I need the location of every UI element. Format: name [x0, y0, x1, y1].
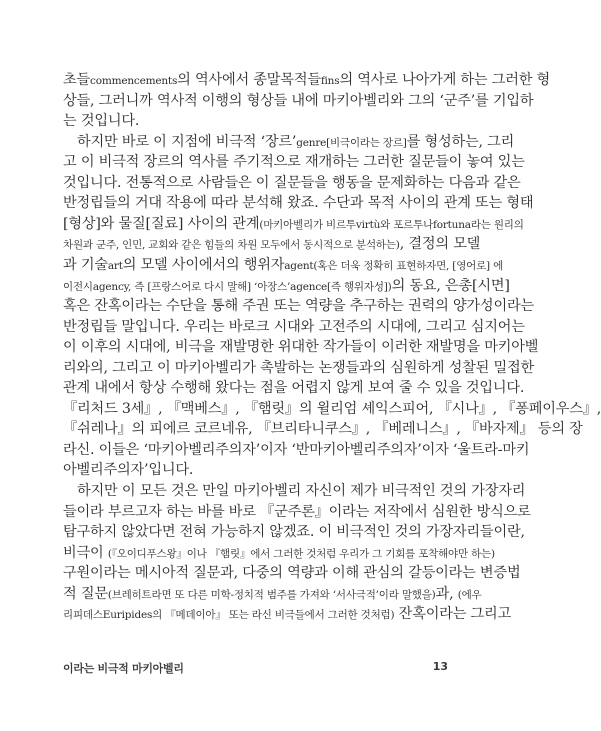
text-line [63, 584, 482, 605]
text-run: 반정립들의 거대 작용에 따라 분석해 왔죠. 수단과 목적 사이의 관계 또는 형태 [63, 195, 534, 212]
page-number: 13 [432, 660, 448, 673]
text-run: 『리처드 3세』, 『맥베스』, 『햄릿』의 윌리엄 셰익스피어, 『시나』, 『퐁페이우스』, [63, 400, 601, 417]
inline-gloss: art [107, 260, 123, 272]
text-line [63, 276, 510, 297]
inline-gloss: (마키아벨리가 비르투virtù와 포르투나fortuna라는 원리의 [259, 218, 524, 231]
text-line [63, 234, 481, 255]
text-run: 잔혹이라는 그리고 [394, 606, 512, 623]
text-run: 과 기술 [63, 257, 108, 273]
text-run: 이 이후의 시대에, 비극을 재발명한 위대한 작가들이 이러한 재발명을 마키아벨 [63, 339, 539, 356]
text-run: 초들 [63, 72, 91, 88]
text-line [63, 214, 524, 235]
text-run: 하지만 바로 이 지점에 비극적 ‘장르’ [63, 133, 297, 150]
text-line [63, 522, 525, 542]
text-run: 하지만 이 모든 것은 만일 마키아벨리 자신이 제가 비극적인 것의 가장자리 [63, 483, 526, 499]
text-line [63, 460, 448, 480]
text-run: 관계 내에서 항상 수행해 왔다는 점을 어렵지 않게 보여 줄 수 있을 것입니다. [63, 380, 525, 397]
text-run: 것입니다. 전통적으로 사람들은 이 질문들을 행동을 문제화하는 다음과 같은 [63, 174, 521, 191]
text-run: [형상]와 물질[질료] 사이의 관계 [63, 215, 260, 232]
text-run: 비극이 [63, 544, 108, 561]
text-run: 고 이 비극적 장르의 역사를 주기적으로 재개하는 그러한 질문들이 놓여 있는 [63, 154, 525, 171]
text-line [63, 419, 583, 439]
text-run: 적 질문 [63, 585, 108, 602]
text-run: 의 동요, 은총[시면] [391, 277, 510, 294]
text-run: 과, [435, 585, 458, 602]
inline-gloss: 이전시agency, 즉 [프랑스어로 다시 말해] ‘아장스’agence[즉 행위자성]) [63, 280, 392, 293]
inline-gloss: agent(혹은 더욱 정확히 표현하자면, [영어로] 에 [284, 260, 504, 272]
text-run: 들이라 부르고자 하는 바를 바로 『군주론』이라는 저작에서 심원한 방식으로 [63, 503, 531, 520]
text-run: 혹은 잔혹이라는 수단을 통해 주권 또는 역량을 추구하는 권력의 양가성이라는 [63, 298, 534, 315]
text-run: 의 모델 사이에서의 행위자 [122, 257, 285, 273]
text-line [63, 193, 534, 213]
text-line [63, 70, 551, 91]
text-run: 『쉬레나』의 피에르 코르네유, 『브리타니쿠스』, 『베레니스』, 『바자제』 등의 장 [63, 421, 583, 438]
text-line [63, 604, 512, 625]
text-line [63, 399, 601, 419]
inline-gloss: fins [320, 75, 340, 87]
text-run: 구원이라는 메시아적 질문과, 다중의 역량과 이해 관심의 갈등이라는 변증법 [63, 565, 521, 582]
text-line [63, 440, 530, 460]
text-run: 라신. 이들은 ‘마키아벨리주의자’이자 ‘반마키아벨리주의자’이자 ‘울트라-마키 [63, 441, 530, 458]
running-footer-title: 이라는 비극적 마키아벨리 [63, 662, 184, 675]
text-run: 는 것입니다. [63, 113, 140, 130]
text-line [63, 111, 448, 131]
text-line [63, 337, 539, 357]
text-line [63, 152, 525, 172]
text-line [63, 317, 525, 337]
text-line [63, 358, 534, 378]
text-run: 탐구하지 않았다면 전혀 가능하지 않겠죠. 이 비극적인 것의 가장자리들이란, [63, 524, 525, 541]
inline-gloss: (『오이디푸스왕』이나 『햄릿』에서 그러한 것처럼 우리가 그 기회를 포착해야만 하는) [107, 547, 495, 560]
inline-gloss: (에우 [457, 588, 482, 601]
inline-gloss: genre[비극이라는 장르] [296, 136, 407, 149]
text-line [63, 255, 504, 276]
inline-gloss: 차원과 군주, 인민, 교회와 같은 힘들의 차원 모두에서 동시적으로 분석하는) [63, 239, 400, 252]
text-run: 상들, 그러니까 역사적 이행의 형상들 내에 마키아벨리와 그의 ‘군주’를 기입하 [63, 92, 534, 109]
text-line [63, 132, 515, 153]
text-line [63, 543, 495, 564]
text-run: 리와의, 그리고 이 마키아벨리가 촉발하는 논쟁들과의 심원하게 성찰된 밀접한 [63, 359, 534, 376]
text-run: 의 역사로 나아가게 하는 그러한 형 [339, 72, 551, 88]
text-line [63, 173, 521, 193]
inline-gloss: 리피데스Euripides의 『메데이아』 또는 라신 비극들에서 그러한 것처럼) [63, 609, 395, 622]
text-line [63, 296, 534, 316]
text-line [63, 91, 534, 111]
text-run: 아벨리주의자’입니다. [63, 462, 194, 479]
text-run: 의 역사에서 종말목적들 [177, 72, 321, 88]
text-run: , 결정의 모델 [399, 236, 481, 253]
text-line [63, 378, 525, 398]
inline-gloss: commencements [90, 75, 178, 87]
text-line [63, 481, 526, 501]
text-line [63, 502, 531, 522]
text-run: 반정립들 말입니다. 우리는 바로크 시대와 고전주의 시대에, 그리고 심지어는 [63, 318, 525, 335]
text-line [63, 563, 521, 583]
inline-gloss: (브레히트라면 또 다른 미학-정치적 범주를 가져와 ‘서사극적’이라 말했을) [107, 588, 436, 601]
text-run: 를 형성하는, 그리 [406, 133, 515, 150]
